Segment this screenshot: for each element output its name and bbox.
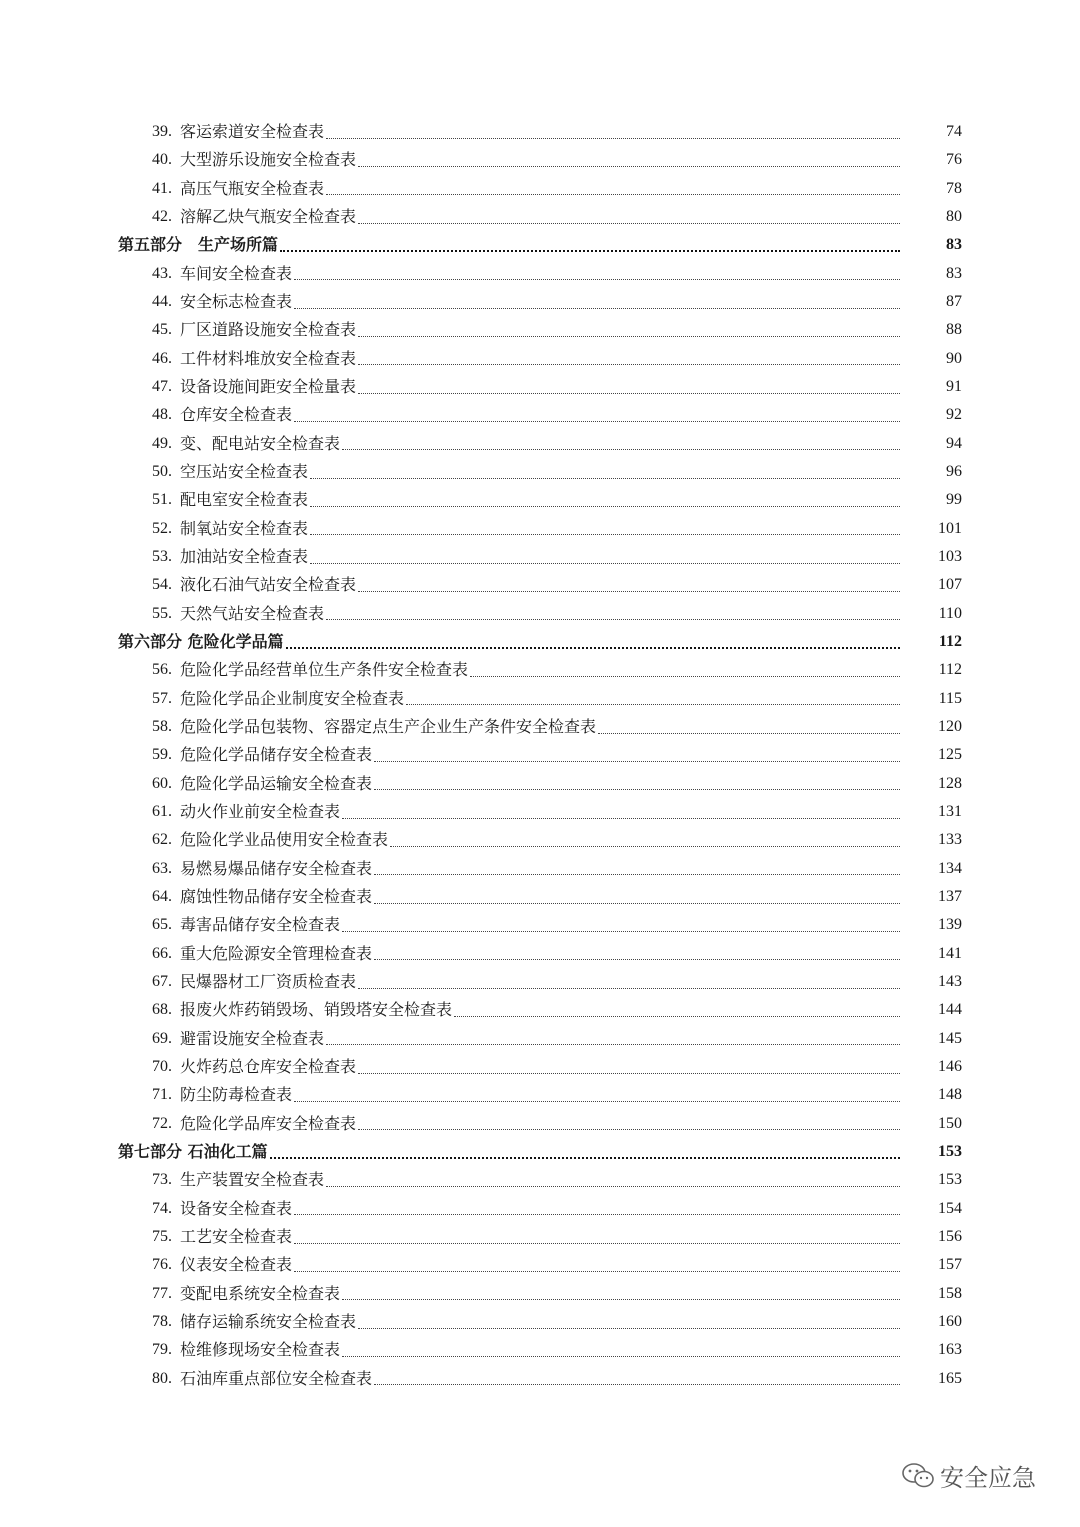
toc-entry (0, 1223, 1080, 1251)
toc-page-number: 103 (938, 548, 962, 566)
toc-entry-number: 46. (152, 349, 172, 367)
toc-page-number: 139 (938, 916, 962, 934)
toc-entry-number: 68. (152, 1001, 172, 1019)
toc-entry-title: 检维修现场安全检查表 (180, 1340, 341, 1360)
toc-entry (0, 1053, 1080, 1081)
dot-leader (326, 192, 900, 195)
dot-leader (374, 1382, 900, 1385)
dot-leader (358, 391, 900, 394)
toc-entry (0, 940, 1080, 968)
toc-entry-number: 71. (152, 1086, 172, 1104)
toc-entry-title: 工艺安全检查表 (180, 1227, 293, 1247)
toc-entry-title: 变、配电站安全检查表 (180, 433, 341, 453)
toc-page-number: 158 (938, 1284, 962, 1302)
toc-entry (0, 600, 1080, 628)
toc-entry-number: 42. (152, 208, 172, 226)
dot-leader (342, 1354, 900, 1357)
toc-entry-number: 48. (152, 406, 172, 424)
dot-leader (470, 674, 900, 677)
toc-entry (0, 288, 1080, 316)
toc-page-number: 88 (946, 321, 962, 339)
dot-leader (358, 589, 900, 592)
dot-leader (358, 221, 900, 224)
toc-page-number: 83 (946, 236, 962, 254)
toc-entry-title: 储存运输系统安全检查表 (180, 1312, 357, 1332)
toc-entry (0, 968, 1080, 996)
toc-entry-title: 报废火炸药销毁场、销毁塔安全检查表 (180, 1000, 453, 1020)
toc-entry (0, 203, 1080, 231)
toc-entry-title: 防尘防毒检查表 (180, 1085, 293, 1105)
toc-part-heading (0, 1138, 1080, 1166)
toc-entry-number: 52. (152, 519, 172, 537)
toc-entry-number: 67. (152, 973, 172, 991)
toc-entry-number: 50. (152, 463, 172, 481)
toc-page-number: 110 (938, 604, 962, 622)
toc-entry-number: 64. (152, 888, 172, 906)
toc-page-number: 146 (938, 1058, 962, 1076)
toc-entry-number: 61. (152, 803, 172, 821)
toc-entry-title: 仓库安全检查表 (180, 405, 293, 425)
toc-page-number: 128 (938, 774, 962, 792)
toc-entry (0, 401, 1080, 429)
dot-leader (358, 1326, 900, 1329)
dot-leader (310, 504, 900, 507)
toc-entry (0, 1110, 1080, 1138)
toc-part-heading (0, 231, 1080, 259)
toc-entry (0, 316, 1080, 344)
toc-entry (0, 1308, 1080, 1336)
dot-leader (390, 844, 900, 847)
toc-page-number: 80 (946, 208, 962, 226)
toc-entry-number: 51. (152, 491, 172, 509)
toc-entry-number: 77. (152, 1284, 172, 1302)
toc-entry-number: 58. (152, 718, 172, 736)
dot-leader (374, 957, 900, 960)
toc-page-number: 125 (938, 746, 962, 764)
toc-entry (0, 543, 1080, 571)
toc-entry (0, 685, 1080, 713)
toc-entry-title: 石油库重点部位安全检查表 (180, 1368, 373, 1388)
dot-leader (598, 731, 900, 734)
toc-page-number: 153 (938, 1143, 962, 1161)
toc-page-number: 90 (946, 349, 962, 367)
toc-entry-number: 56. (152, 661, 172, 679)
toc-entry-number: 59. (152, 746, 172, 764)
toc-page-number: 153 (938, 1171, 962, 1189)
toc-entry-number: 41. (152, 179, 172, 197)
toc-entry-title: 危险化学品储存安全检查表 (180, 745, 373, 765)
dot-leader (374, 901, 900, 904)
wechat-icon (900, 1461, 936, 1491)
toc-entry-title: 制氧站安全检查表 (180, 518, 309, 538)
toc-entry-title: 动火作业前安全检查表 (180, 802, 341, 822)
toc-part-heading (0, 628, 1080, 656)
toc-entry-title: 危险化学业品使用安全检查表 (180, 830, 389, 850)
toc-entry (0, 1365, 1080, 1393)
toc-entry-title: 配电室安全检查表 (180, 490, 309, 510)
toc-part-title: 第五部分 生产场所篇 (118, 235, 279, 255)
toc-entry-title: 仪表安全检查表 (180, 1255, 293, 1275)
toc-entry-title: 车间安全检查表 (180, 263, 293, 283)
toc-page-number: 163 (938, 1341, 962, 1359)
toc-page-number: 112 (938, 661, 962, 679)
toc-entry-title: 危险化学品经营单位生产条件安全检查表 (180, 660, 469, 680)
toc-page-number: 99 (946, 491, 962, 509)
dot-leader (294, 419, 900, 422)
dot-leader (358, 1071, 900, 1074)
toc-entry-number: 78. (152, 1313, 172, 1331)
toc-entry-number: 72. (152, 1114, 172, 1132)
toc-entry-title: 天然气站安全检查表 (180, 603, 325, 623)
dot-leader (326, 136, 900, 139)
toc-page-number: 160 (938, 1313, 962, 1331)
toc-entry-number: 57. (152, 689, 172, 707)
dot-leader (310, 561, 900, 564)
dot-leader (358, 1127, 900, 1130)
toc-entry-title: 避雷设施安全检查表 (180, 1028, 325, 1048)
toc-page-number: 165 (938, 1369, 962, 1387)
toc-entry-number: 44. (152, 293, 172, 311)
toc-entry-number: 49. (152, 434, 172, 452)
toc-entry (0, 430, 1080, 458)
dot-leader (342, 447, 900, 450)
toc-page-number: 148 (938, 1086, 962, 1104)
watermark-text: 安全应急 (940, 1464, 1036, 1492)
dot-leader (374, 872, 900, 875)
dot-leader (280, 248, 900, 252)
toc-entry-number: 63. (152, 859, 172, 877)
toc-entry (0, 996, 1080, 1024)
toc-entry-number: 53. (152, 548, 172, 566)
toc-entry-title: 危险化学品企业制度安全检查表 (180, 688, 405, 708)
toc-entry (0, 1251, 1080, 1279)
toc-entry (0, 1166, 1080, 1194)
toc-entry (0, 373, 1080, 401)
toc-entry (0, 855, 1080, 883)
dot-leader (294, 306, 900, 309)
toc-entry (0, 486, 1080, 514)
watermark (900, 1458, 1036, 1493)
toc-entry-number: 80. (152, 1369, 172, 1387)
toc-entry-number: 79. (152, 1341, 172, 1359)
toc-page-number: 78 (946, 179, 962, 197)
toc-entry (0, 458, 1080, 486)
dot-leader (342, 816, 900, 819)
toc-entry-title: 变配电系统安全检查表 (180, 1283, 341, 1303)
toc-entry (0, 1081, 1080, 1109)
toc-entry-number: 55. (152, 604, 172, 622)
toc-entry-number: 62. (152, 831, 172, 849)
dot-leader (358, 986, 900, 989)
toc-entry-number: 69. (152, 1029, 172, 1047)
toc-entry-number: 47. (152, 378, 172, 396)
dot-leader (406, 702, 900, 705)
toc-entry (0, 656, 1080, 684)
toc-entry-title: 设备安全检查表 (180, 1198, 293, 1218)
toc-page-number: 150 (938, 1114, 962, 1132)
toc-entry-title: 危险化学品运输安全检查表 (180, 773, 373, 793)
toc-entry-number: 45. (152, 321, 172, 339)
toc-entry-title: 毒害品储存安全检查表 (180, 915, 341, 935)
dot-leader (270, 1155, 900, 1159)
toc-entry (0, 571, 1080, 599)
toc-entry-number: 43. (152, 264, 172, 282)
toc-entry-title: 易燃易爆品储存安全检查表 (180, 858, 373, 878)
toc-part-title: 第七部分 石油化工篇 (118, 1142, 268, 1162)
toc-entry-number: 73. (152, 1171, 172, 1189)
dot-leader (286, 645, 900, 649)
dot-leader (358, 334, 900, 337)
toc-page-number: 157 (938, 1256, 962, 1274)
dot-leader (294, 1269, 900, 1272)
toc-entry (0, 345, 1080, 373)
toc-entry (0, 515, 1080, 543)
toc-entry-title: 高压气瓶安全检查表 (180, 178, 325, 198)
toc-page-number: 156 (938, 1228, 962, 1246)
toc-page-number: 133 (938, 831, 962, 849)
toc-entry-title: 腐蚀性物品储存安全检查表 (180, 887, 373, 907)
toc-entry-title: 工件材料堆放安全检查表 (180, 348, 357, 368)
toc-page-number: 112 (938, 633, 962, 651)
toc-part-title: 第六部分 危险化学品篇 (118, 632, 284, 652)
dot-leader (310, 476, 900, 479)
dot-leader (358, 362, 900, 365)
toc-entry-title: 民爆器材工厂资质检查表 (180, 972, 357, 992)
toc-page-number: 144 (938, 1001, 962, 1019)
toc-entry (0, 798, 1080, 826)
toc-page-number: 94 (946, 434, 962, 452)
toc-page-number: 91 (946, 378, 962, 396)
toc-entry-number: 65. (152, 916, 172, 934)
toc-entry-title: 液化石油气站安全检查表 (180, 575, 357, 595)
toc-page-number: 154 (938, 1199, 962, 1217)
toc-entry-number: 76. (152, 1256, 172, 1274)
dot-leader (454, 1014, 900, 1017)
toc-entry-number: 40. (152, 151, 172, 169)
toc-entry-number: 74. (152, 1199, 172, 1217)
toc-entry-number: 70. (152, 1058, 172, 1076)
toc-page-number: 76 (946, 151, 962, 169)
toc-entry-number: 66. (152, 944, 172, 962)
toc-page-number: 134 (938, 859, 962, 877)
dot-leader (326, 617, 900, 620)
toc-entry (0, 741, 1080, 769)
dot-leader (294, 1212, 900, 1215)
toc-entry-title: 危险化学品库安全检查表 (180, 1113, 357, 1133)
toc-entry-title: 火炸药总仓库安全检查表 (180, 1057, 357, 1077)
toc-entry-title: 客运索道安全检查表 (180, 122, 325, 142)
toc-page-number: 137 (938, 888, 962, 906)
toc-page-number: 141 (938, 944, 962, 962)
toc-entry (0, 118, 1080, 146)
toc-page-number: 107 (938, 576, 962, 594)
toc-entry (0, 826, 1080, 854)
toc-page-number: 101 (938, 519, 962, 537)
dot-leader (358, 164, 900, 167)
toc-entry-title: 生产装置安全检查表 (180, 1170, 325, 1190)
toc-page-number: 143 (938, 973, 962, 991)
dot-leader (326, 1184, 900, 1187)
toc-entry-number: 60. (152, 774, 172, 792)
toc-page-number: 74 (946, 123, 962, 141)
toc-page-number: 145 (938, 1029, 962, 1047)
toc-entry-title: 厂区道路设施安全检查表 (180, 320, 357, 340)
dot-leader (342, 929, 900, 932)
toc-page-number: 96 (946, 463, 962, 481)
toc-entry (0, 883, 1080, 911)
dot-leader (294, 1241, 900, 1244)
toc-page-number: 131 (938, 803, 962, 821)
toc-entry (0, 770, 1080, 798)
toc-entry-title: 设备设施间距安全检量表 (180, 377, 357, 397)
toc-entry-title: 重大危险源安全管理检查表 (180, 943, 373, 963)
toc-entry (0, 911, 1080, 939)
dot-leader (342, 1297, 900, 1300)
toc-entry-number: 75. (152, 1228, 172, 1246)
dot-leader (294, 277, 900, 280)
toc-page-number: 120 (938, 718, 962, 736)
toc-page-number: 115 (938, 689, 962, 707)
toc-page-number: 83 (946, 264, 962, 282)
toc-entry (0, 1336, 1080, 1364)
toc-page-number: 87 (946, 293, 962, 311)
toc-entry (0, 713, 1080, 741)
toc-entry (0, 1025, 1080, 1053)
toc-entry (0, 1280, 1080, 1308)
toc-entry-title: 大型游乐设施安全检查表 (180, 150, 357, 170)
toc-entry-number: 39. (152, 123, 172, 141)
toc-entry (0, 1195, 1080, 1223)
toc-entry (0, 175, 1080, 203)
toc-page-number: 92 (946, 406, 962, 424)
dot-leader (326, 1042, 900, 1045)
toc-entry-number: 54. (152, 576, 172, 594)
toc-entry-title: 空压站安全检查表 (180, 462, 309, 482)
toc-entry-title: 安全标志检查表 (180, 292, 293, 312)
dot-leader (374, 787, 900, 790)
dot-leader (374, 759, 900, 762)
dot-leader (310, 532, 900, 535)
toc-entry (0, 260, 1080, 288)
toc-entry-title: 加油站安全检查表 (180, 547, 309, 567)
toc-entry-title: 危险化学品包装物、容器定点生产企业生产条件安全检查表 (180, 717, 597, 737)
dot-leader (294, 1099, 900, 1102)
toc-entry (0, 146, 1080, 174)
toc-entry-title: 溶解乙炔气瓶安全检查表 (180, 207, 357, 227)
